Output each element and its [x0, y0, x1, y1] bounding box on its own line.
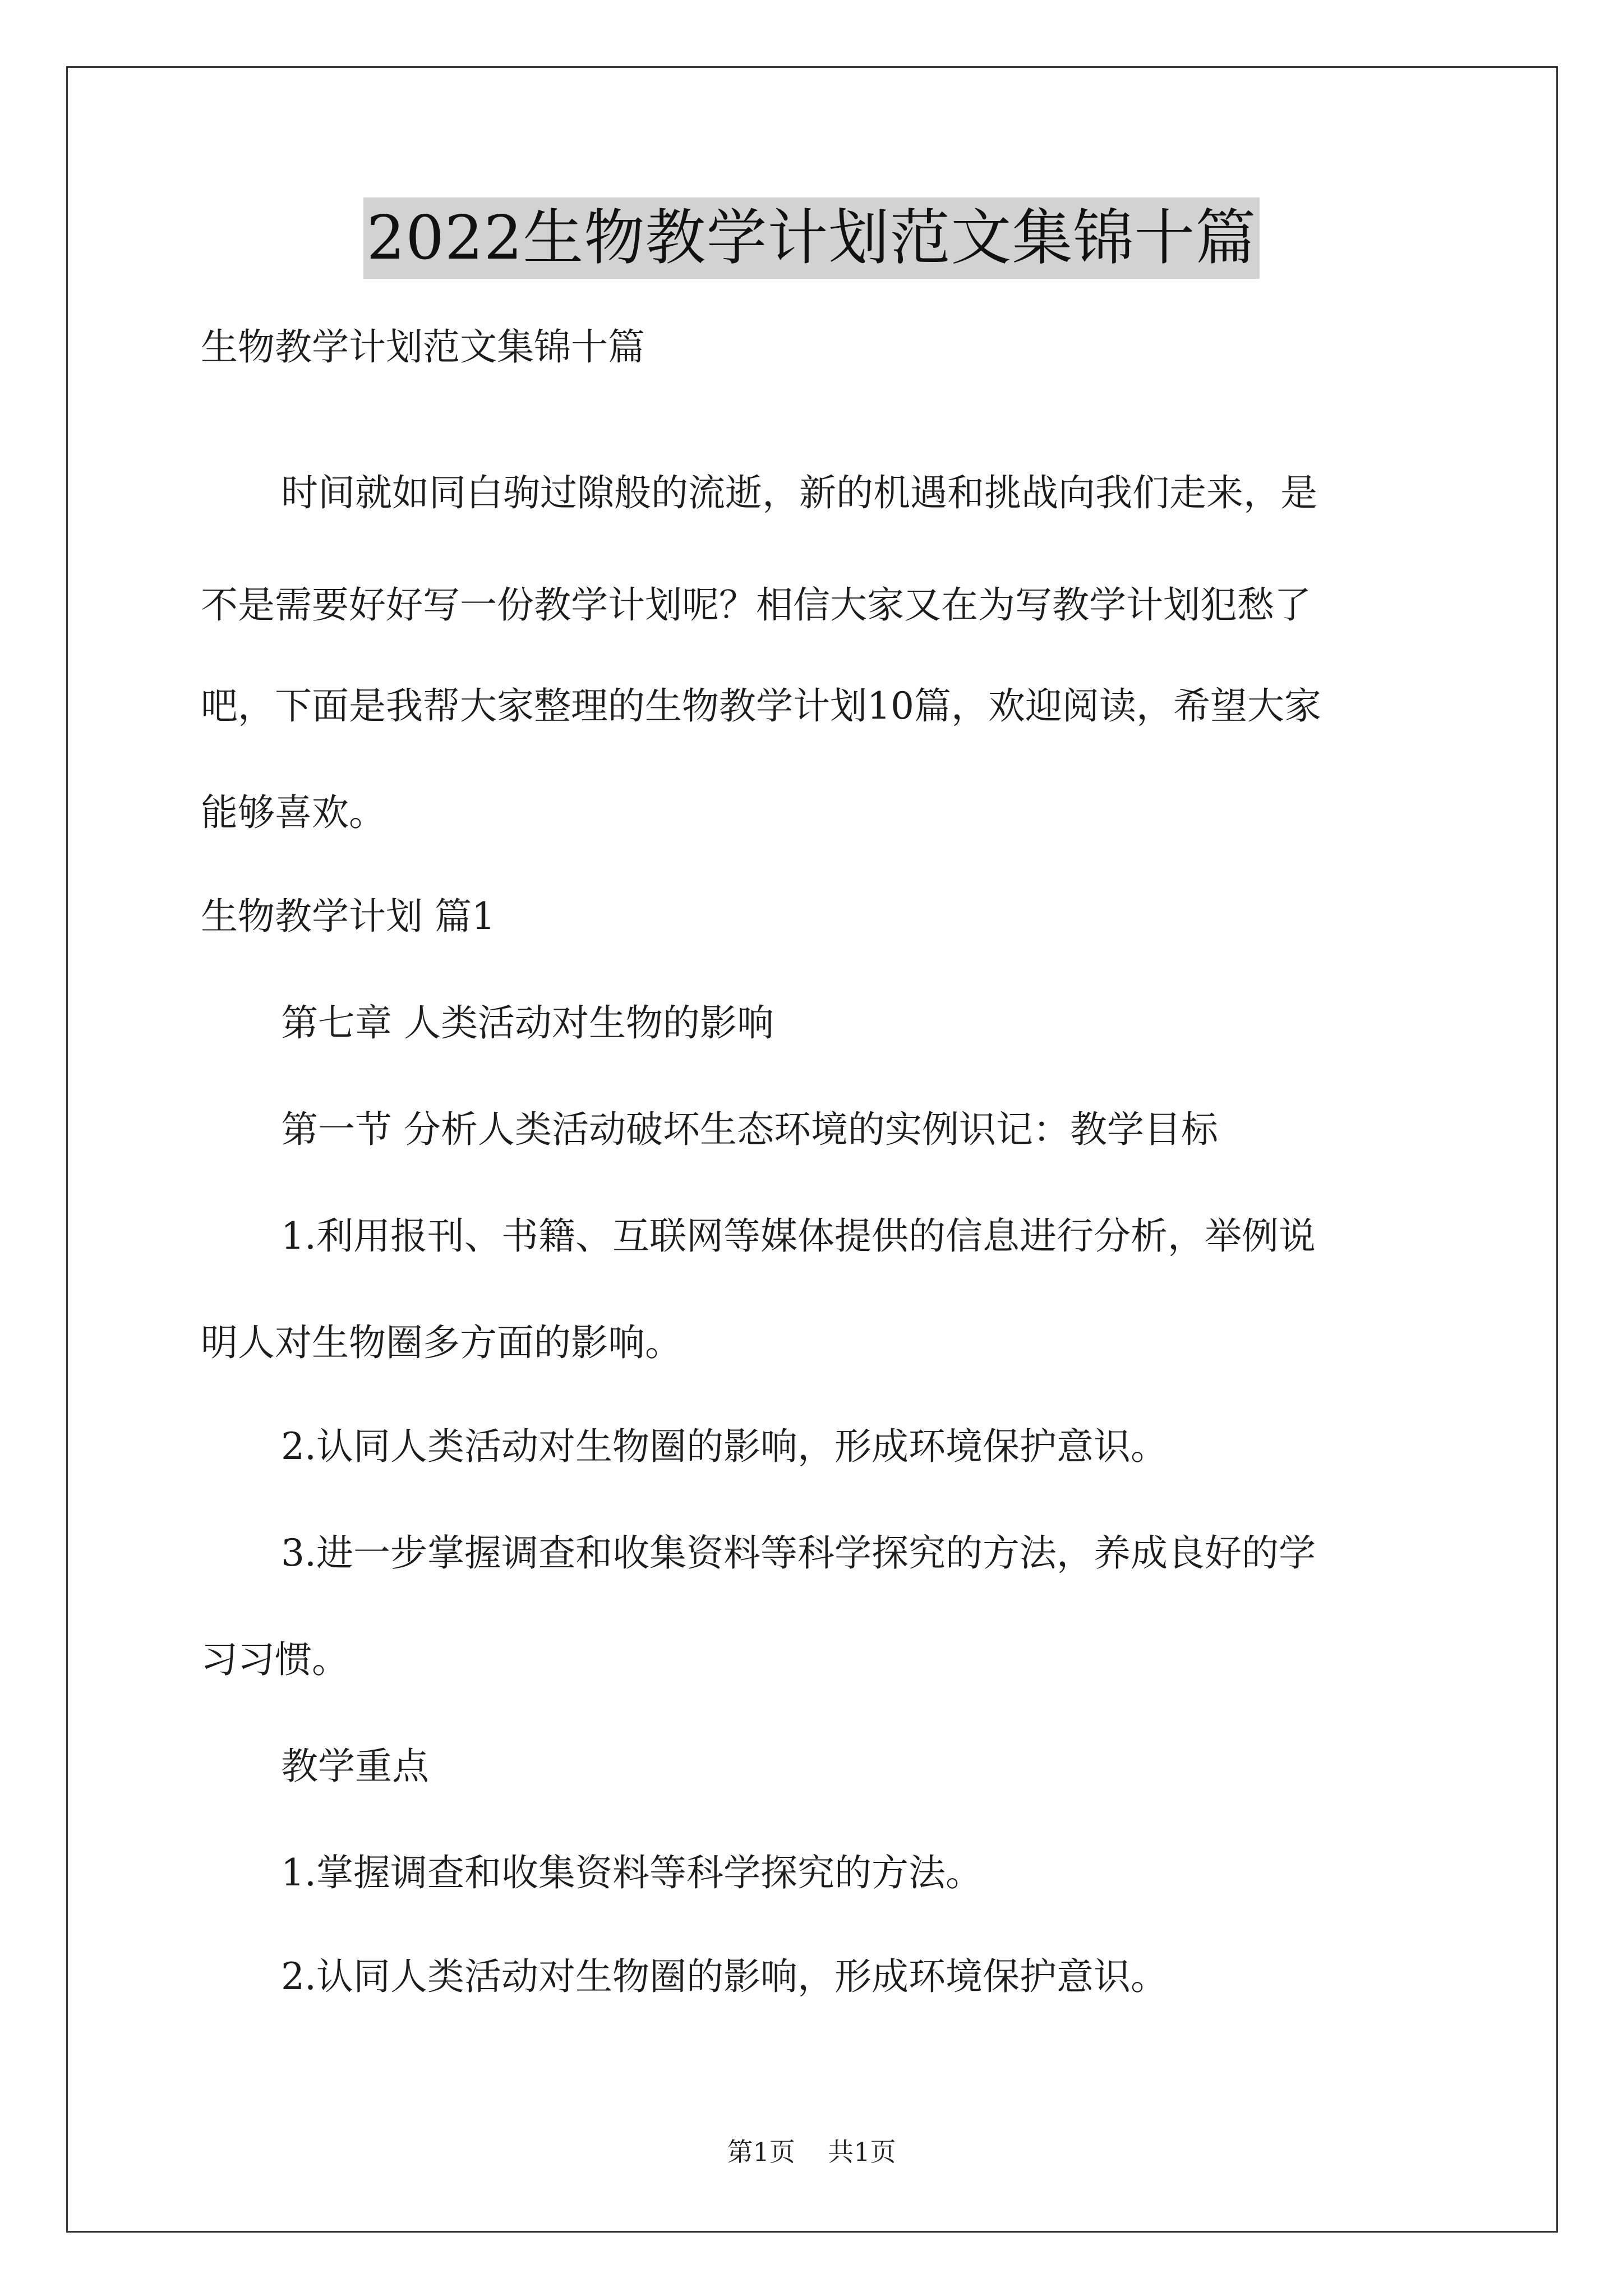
intro-line-4: 能够喜欢。: [201, 791, 386, 834]
key-point-2: 2.认同人类活动对生物圈的影响，形成环境保护意识。: [281, 1955, 1168, 1998]
subtitle: 生物教学计划范文集锦十篇: [201, 325, 645, 369]
section-heading: 生物教学计划 篇1: [201, 895, 495, 938]
section-title: 第一节 分析人类活动破坏生态环境的实例识记：教学目标: [281, 1108, 1218, 1151]
goal-2: 2.认同人类活动对生物圈的影响，形成环境保护意识。: [281, 1425, 1168, 1468]
goal-1-line-2: 明人对生物圈多方面的影响。: [201, 1321, 682, 1364]
intro-line-2: 不是需要好好写一份教学计划呢？相信大家又在为写教学计划犯愁了: [201, 583, 1311, 627]
key-points-heading: 教学重点: [281, 1745, 429, 1788]
page-footer: [0, 2132, 1623, 2169]
goal-3-line-2: 习习惯。: [201, 1638, 349, 1681]
page-number: 第1页 共1页: [727, 2137, 896, 2167]
goal-3-line-1: 3.进一步掌握调查和收集资料等科学探究的方法，养成良好的学: [281, 1531, 1316, 1575]
title-container: [0, 197, 1623, 279]
goal-1-line-1: 1.利用报刊、书籍、互联网等媒体提供的信息进行分析，举例说: [281, 1214, 1316, 1258]
chapter-heading: 第七章 人类活动对生物的影响: [281, 1001, 774, 1045]
intro-line-3: 吧，下面是我帮大家整理的生物教学计划10篇，欢迎阅读，希望大家: [201, 684, 1321, 728]
key-point-1: 1.掌握调查和收集资料等科学探究的方法。: [281, 1851, 983, 1894]
document-title: 2022生物教学计划范文集锦十篇: [363, 197, 1260, 279]
intro-line-1: 时间就如同白驹过隙般的流逝，新的机遇和挑战向我们走来，是: [281, 471, 1317, 514]
